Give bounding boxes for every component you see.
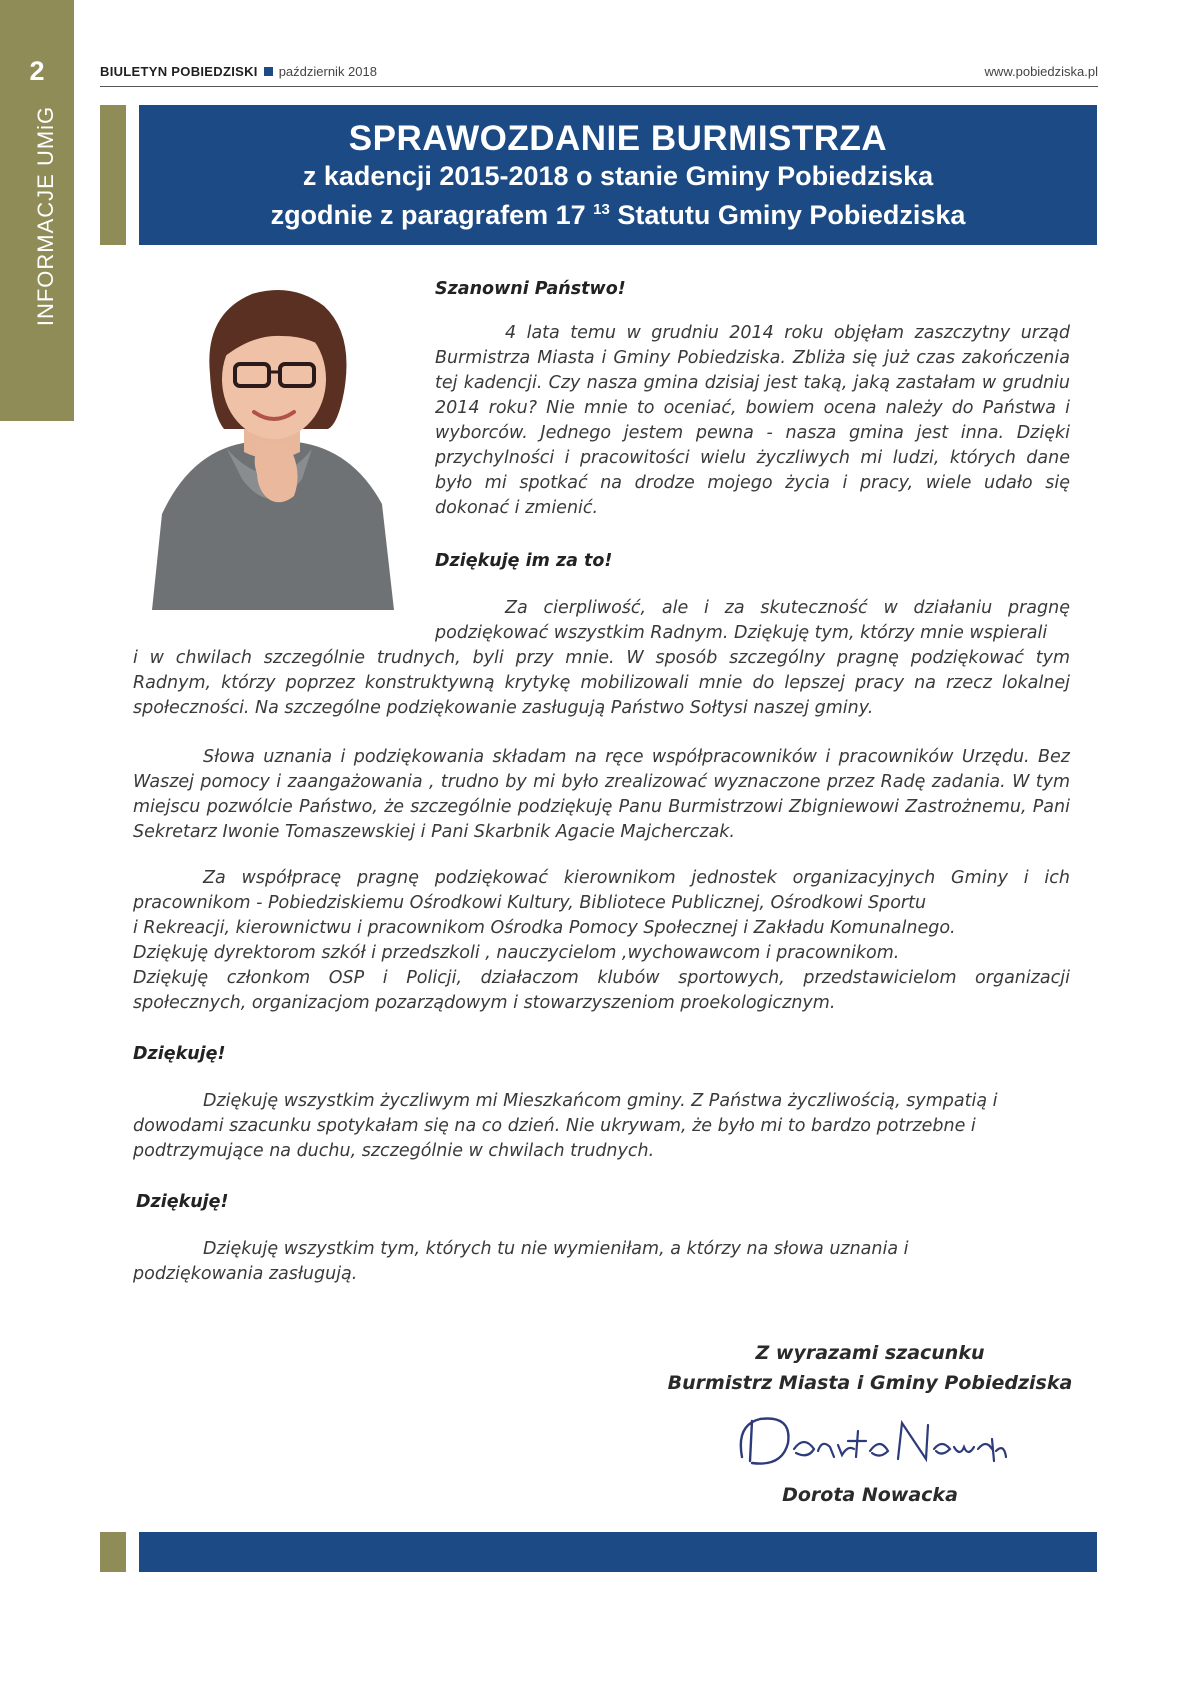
staff-paragraph: Słowa uznania i podziękowania składam na ręce współpracowników i pracowników Urzędu. Bez Waszej pomocy i zaangażowania , trudno by mi było zrealizować wyznaczone przez Radę zadania. W tym miejscu pozwólcie Państwo, że szczególnie podziękuję Panu Burmistrzowi Zbigniewowi Zastrożnemu, Pani Sekretarz Iwonie Tomaszewskiej i Pani Skarbnik Agacie Majcherczak. bbox=[133, 747, 1070, 842]
units-paragraph-line-3: Dziękuję dyrektorom szkół i przedszkoli , nauczycielom ,wychowawcom i pracownikom. bbox=[133, 943, 900, 963]
closing-regards: Z wyrazami szacunku bbox=[755, 1342, 985, 1364]
running-header bbox=[100, 64, 1098, 87]
publication-name: BIULETYN POBIEDZISKI bbox=[100, 64, 258, 79]
website-url: www.pobiedziska.pl bbox=[984, 64, 1098, 79]
handwritten-signature bbox=[730, 1405, 1010, 1475]
square-bullet-icon bbox=[264, 67, 273, 76]
thanks-heading: Dziękuję im za to! bbox=[435, 551, 613, 571]
title-banner bbox=[139, 105, 1097, 245]
report-subtitle-line-1: z kadencji 2015-2018 o stanie Gminy Pobiedziska bbox=[302, 161, 934, 191]
superscript-13: 13 bbox=[593, 201, 610, 218]
report-title: SPRAWOZDANIE BURMISTRZA bbox=[348, 119, 888, 158]
units-paragraph-line-2: i Rekreacji, kierownictwu i pracownikom Ośrodka Pomocy Społecznej i Zakładu Komunalnego. bbox=[133, 918, 956, 938]
final-paragraph: Dziękuję wszystkim tym, których tu nie wymieniłam, a którzy na słowa uznania i podziękowania zasługują. bbox=[133, 1239, 909, 1284]
letter-greeting: Szanowni Państwo! bbox=[435, 279, 626, 299]
thanks-heading-3: Dziękuję! bbox=[136, 1192, 229, 1212]
units-paragraph-line-1: Za współpracę pragnę podziękować kierownikom jednostek organizacyjnych Gminy i ich pracownikom - Pobiedziskiemu Ośrodkowi Kultury, Bibliotece Publicznej, Ośrodkowi Sportu bbox=[133, 868, 1070, 913]
letter-intro-paragraph: 4 lata temu w grudniu 2014 roku objęłam zaszczytny urząd Burmistrza Miasta i Gminy Pobiedziska. Zbliża się już czas zakończenia tej kadencji. Czy nasza gmina dzisiaj jest taką, jaką zastałam w grudniu 2014 roku? Nie mnie to oceniać, bowiem ocena należy do Państwa i wyborców. Jednego jestem pewna - nasza gmina jest inna. Dzięki przychylności i pracowitości wielu życzliwych mi ludzi, których dane było mi spotkać na drodze mojego życia i pracy, wiele udało się dokonać i zmienić. bbox=[435, 323, 1070, 518]
report-subtitle-line-2: zgodnie z paragrafem 17 $^{13}$ Statutu Gminy Pobiedziska bbox=[270, 200, 966, 230]
page-number: 2 bbox=[29, 56, 45, 86]
footer-accent-block bbox=[100, 1532, 126, 1572]
thanks-heading-2: Dziękuję! bbox=[133, 1044, 226, 1064]
footer-bar bbox=[139, 1532, 1097, 1572]
section-label: INFORMACJE UMiG bbox=[33, 105, 58, 327]
units-paragraph bbox=[133, 866, 1070, 1016]
mayor-name: Dorota Nowacka bbox=[782, 1484, 958, 1506]
units-paragraph-line-4: Dziękuję członkom OSP i Policji, działaczom klubów sportowych, przedstawicielom organizacji społecznych, organizacjom pozarządowym i stowarzyszeniom proekologicznym. bbox=[133, 968, 1070, 1013]
title-accent-block bbox=[100, 105, 126, 245]
closing-position: Burmistrz Miasta i Gminy Pobiedziska bbox=[667, 1372, 1073, 1394]
councillors-paragraph-rest: i w chwilach szczególnie trudnych, byli przy mnie. W sposób szczególny pragnę podziękować tym Radnym, którzy poprzez konstruktywną krytykę mobilizowali mnie do lepszej pracy na rzecz lokalnej społeczności. Na szczególne podziękowanie zasługują Państwo Sołtysi naszej gminy. bbox=[133, 648, 1070, 718]
mayor-portrait bbox=[132, 274, 407, 610]
issue-date: październik 2018 bbox=[278, 64, 377, 79]
councillors-paragraph-start: Za cierpliwość, ale i za skuteczność w działaniu pragnę podziękować wszystkim Radnym. Dziękuję tym, którzy mnie wspierali bbox=[435, 598, 1070, 643]
residents-paragraph: Dziękuję wszystkim życzliwym mi Mieszkańcom gminy. Z Państwa życzliwością, sympatią i dowodami szacunku spotykałam się na co dzień. Nie ukrywam, że było mi to bardzo potrzebne i podtrzymujące na duchu, szczególnie w chwilach trudnych. bbox=[133, 1091, 998, 1161]
